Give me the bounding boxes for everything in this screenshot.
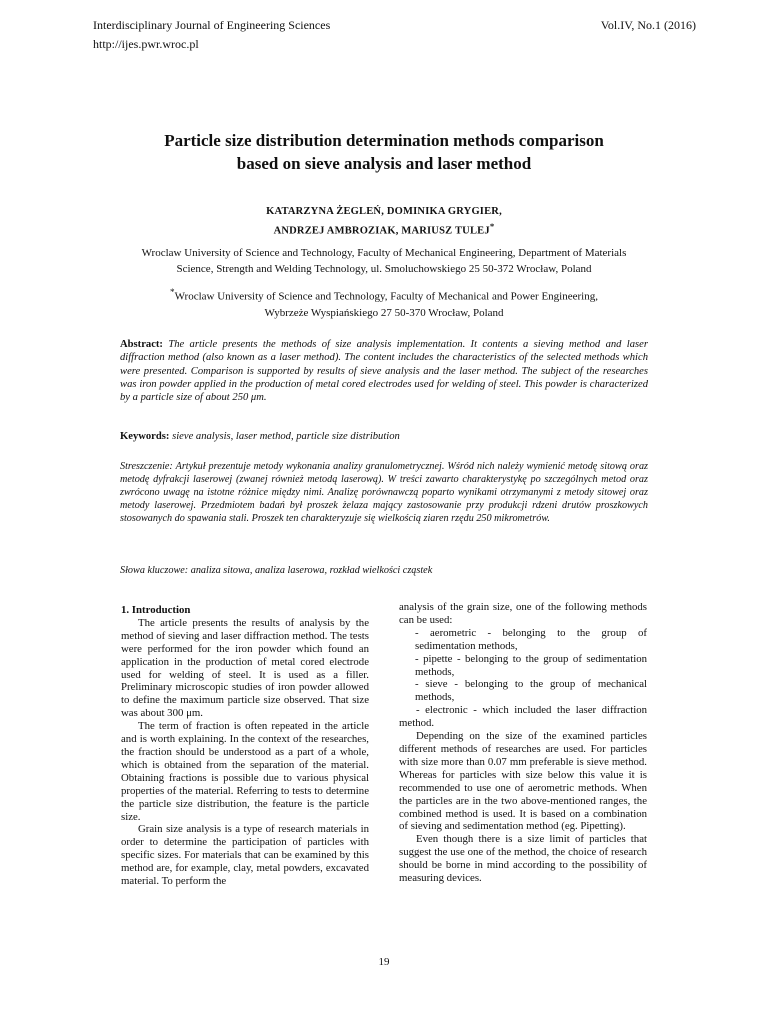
paragraph: analysis of the grain size, one of the following methods can be used: <box>399 601 647 626</box>
journal-name: Interdisciplinary Journal of Engineering Sciences <box>93 18 331 32</box>
authors-line-1: KATARZYNA ŻEGLEŃ, DOMINIKA GRYGIER, <box>266 206 502 217</box>
keywords-label: Keywords: <box>120 431 170 442</box>
affiliation-2 <box>110 284 658 321</box>
affiliation-2-mark: * <box>170 287 175 297</box>
affiliation-2-line-2: Wybrzeże Wyspiańskiego 27 50-370 Wrocław, Poland <box>264 306 504 319</box>
paragraph: Even though there is a size limit of particles that suggest the use one of the method, the choice of research should be borne in mind according to the possibility of measuring devices. <box>399 833 647 885</box>
author-list <box>120 204 648 239</box>
section-heading: 1. Introduction <box>121 604 191 616</box>
affiliation-1-line-1: Wroclaw University of Science and Technology, Faculty of Mechanical Engineering, Department of Materials <box>141 247 627 259</box>
polish-abstract: Streszczenie: Artykuł prezentuje metody wykonania analizy granulometrycznej. Wśród nich należy wymienić metodę sitową oraz metodę dyfrakcji laserowej (zwanej również metodą laserową). W treści zawarto charakterystykę po szczególnych metod oraz zwrócono uwagę na istotne różnice między nimi. Analizę porównawczą poparto wynikami otrzymanymi z metody sitowej oraz metody laserowej. Przedmiotem badań był proszek żelaza mający zastosowanie przy produkcji rdzeni drutów proszkowych stosowanych do spawania stali. Proszek ten charakteryzuje się wielkością ziaren rzędu 250 mikrometrów. <box>120 461 648 525</box>
affiliation-1 <box>110 245 658 277</box>
title-line-2: based on sieve analysis and laser method <box>236 154 532 173</box>
page-number: 19 <box>378 956 390 968</box>
paper-title <box>100 129 668 175</box>
authors-line-2: ANDRZEJ AMBROZIAK, MARIUSZ TULEJ <box>273 225 490 237</box>
paragraph: The article presents the results of analysis by the method of sieving and laser diffraction method. The tests were performed for the iron powder which found an application in the production of metal cored electrode used for welding of steel. It is used as a filler. Preliminary microscopic studies of iron powder allowed to define the maximum particle size observed. That size was about 300 μm. <box>121 616 369 720</box>
abstract-text: The article presents the methods of size analysis implementation. It contents a sieving method and laser diffraction method (also known as a laser method). The content includes the characteristics of the selected methods which were presented. Comparison is supported by results of sieve analysis and the laser method. The subject of the researches was iron powder applied in the production of metal cored electrodes used for welding of steel. This powder is characterized by a particle size of about 250 μm. <box>120 339 648 404</box>
paragraph: Depending on the size of the examined particles different methods of researches are used. For particles with size more than 0.07 mm preferable is sieve method. Whereas for particles with size below this value it is recommended to use one of aerometric methods. When the particles are in the two above-mentioned ranges, the combined method is used. It is based on a combination of sieving and sedimentation method (eg. Pipetting). <box>399 730 647 833</box>
abstract-label: Abstract: <box>120 339 163 350</box>
journal-url[interactable]: http://ijes.pwr.wroc.pl <box>93 37 199 51</box>
authors-footnote-mark: * <box>489 221 495 231</box>
polish-keywords: Słowa kluczowe: analiza sitowa, analiza laserowa, rozkład wielkości cząstek <box>120 565 433 576</box>
list-item: - electronic - which included the laser diffraction method. <box>399 704 647 730</box>
right-column <box>399 601 647 885</box>
abstract <box>120 338 648 404</box>
affiliation-1-line-2: Science, Strength and Welding Technology, ul. Smoluchowskiego 25 50-372 Wrocław, Poland <box>176 263 592 275</box>
title-line-1: Particle size distribution determination methods comparison <box>164 131 604 150</box>
keywords <box>120 430 648 443</box>
left-column <box>121 601 369 888</box>
paragraph: The term of fraction is often repeated in the article and is worth explaining. In the context of the researches, the fraction should be understood as a part of a whole, which is obtained from the separation of the material. Obtaining fractions is possible due to various physical properties of the material. Referring to tests to determine the particle size distribution, the feature is the particle size. <box>121 720 369 823</box>
affiliation-2-line-1: Wroclaw University of Science and Technology, Faculty of Mechanical and Power Engineering, <box>174 290 598 303</box>
keywords-text: sieve analysis, laser method, particle size distribution <box>172 431 400 442</box>
list-item: - sieve - belonging to the group of mechanical methods, <box>415 678 647 704</box>
volume-info: Vol.IV, No.1 (2016) <box>600 18 696 32</box>
paragraph: Grain size analysis is a type of research materials in order to determine the participation of particles with specific sizes. For materials that can be examined by this method are, for example, clay, metal powders, excavated material. To perform the <box>121 823 369 888</box>
list-item: - aerometric - belonging to the group of sedimentation methods, <box>415 626 647 652</box>
list-item: - pipette - belonging to the group of sedimentation methods, <box>415 652 647 678</box>
